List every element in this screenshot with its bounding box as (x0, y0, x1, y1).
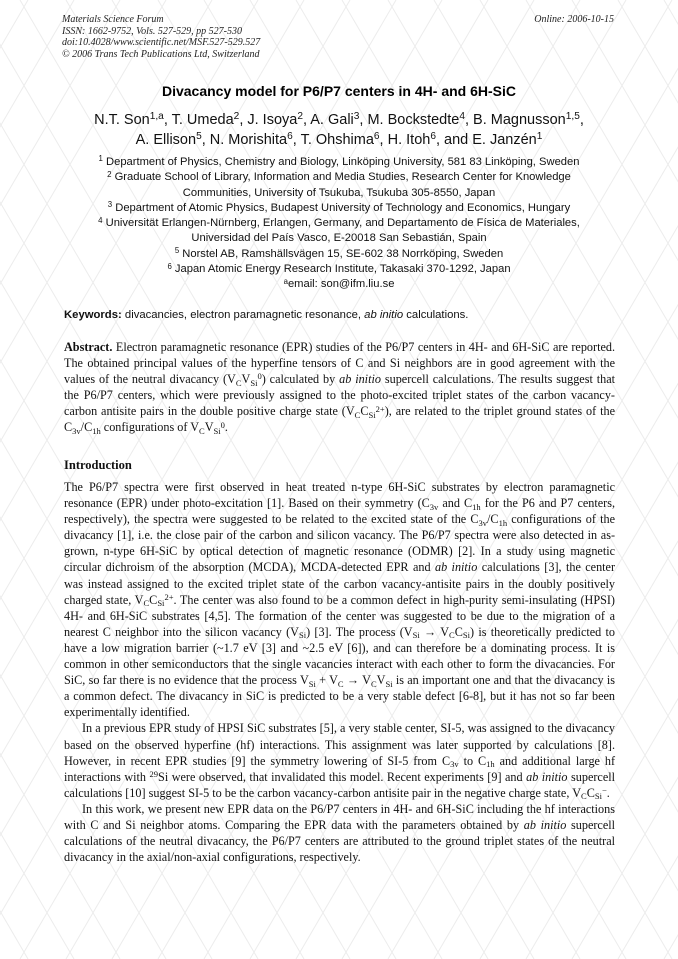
author-affiliation-mark: 2 (233, 111, 240, 123)
paper-title: Divacancy model for P6/P7 centers in 4H- and 6H-SiC (161, 83, 516, 99)
affiliation: Universidad del País Vasco, E-20018 San Sebastián, Spain (191, 232, 487, 245)
author-affiliation-mark: 6 (430, 131, 436, 143)
author-affiliation-mark: 1 (536, 131, 543, 143)
author-name: H. Itoh (387, 132, 431, 148)
author-affiliation-mark: 6 (373, 131, 380, 143)
author-name: A. Gali (310, 112, 354, 128)
author-affiliation-mark: 4 (459, 111, 465, 123)
author-name: N.T. Son (94, 112, 150, 128)
journal-issn: ISSN: 1662-9752, Vols. 527-529, pp 527-530 (62, 25, 242, 37)
author-affiliation-mark: 1,5 (565, 111, 580, 123)
section-heading-introduction: Introduction (64, 458, 132, 472)
abstract-label: Abstract. (64, 340, 113, 354)
abstract: Abstract. Electron paramagnetic resonance (EPR) studies of the P6/P7 centers in 4H- and 6H-SiC are reported. The obtained principal values of the hyperfine tensors of C and Si neighbors are in good agreement with the values of the neutral divacancy $(V_CV_{Si}^0)$ calculated by ab initio supercell calculations. The results suggest that the P6/P7 centers, which were previously assigned to the photo-excited triplet states of the carbon vacancy-carbon antisite pairs in the double positive charge state $(V_CC_{Si}^{2+})$, are related to the triplet ground states of the $C_{3v}/C_{1h}$ configurations of $V_CV_{Si}^0$. (64, 340, 616, 437)
journal-header (62, 14, 260, 60)
author-name: A. Ellison (135, 132, 197, 148)
keywords-italic: ab initio (364, 309, 404, 321)
keywords-label: Keywords: (64, 309, 122, 321)
paragraph: The P6/P7 spectra were first observed in heat treated n-type 6H-SiC substrates by electron paramagnetic resonance (EPR) under photo-excitation [1]. Based on their symmetry ($C_{3v}$ and $C_{1h}$ for the P6 and P7 centers, respectively), the spectra were suggested to be related to the excited state of the $C_{3v}/C_{1h}$ configurations of the divacancy [1], i.e. the close pair of the carbon and silicon vacancy. The P6/P7 spectra were also detected in as-grown, n-type 6H-SiC by optical detection of magnetic resonance (ODMR) [2]. In a study using magnetic circular dichroism of the absorption (MCDA), MCDA-detected EPR and ab initio calculations [3], the center was instead assigned to the excited triplet state of the carbon vacancy-antisite pairs in the doubly positively charged state, $V_CC_{Si}^{2+}$. The center was also found to be a common defect in high-purity semi-insulating (HPSI) 4H- and 6H-SiC substrates [4,5]. The formation of the center was suggested to be due to the migration of a nearest C neighbor into the silicon vacancy $(V_{Si})$ [3]. The process $(V_{Si} \to V_CC_{Si})$ is theoretically predicted to have a low migration barrier (~1.7 eV [3] and ~2.5 eV [6]), and can therefore be a dominating process. It is common in other semiconductors that the single vacancies interact with each other to form the divacancies. For SiC, so far there is no evidence that the process $V_{Si} + V_C \to V_CV_{Si}$ is an important one and that the divacancy is a common defect. The divacancy in SiC is predicted to be a very stable defect [6-8], but it has not so far been experimentally identified. (64, 480, 616, 720)
keywords-text: divacancies, electron paramagnetic resonance, (124, 309, 362, 321)
affiliation: $^1$ Department of Physics, Chemistry and Biology, Linköping University, 581 83 Linköping, Sweden (98, 154, 580, 168)
affiliation: $^4$ Universität Erlangen-Nürnberg, Erlangen, Germany, and Departamento de Física de Materiales, (98, 215, 580, 230)
author-name: N. Morishita (209, 132, 288, 148)
introduction-body (64, 479, 615, 865)
affiliation: $^a$email: son@ifm.liu.se (283, 276, 395, 291)
online-date: Online: 2006-10-15 (534, 14, 614, 25)
author-name: M. Bockstedte (367, 112, 460, 128)
author-affiliation-mark: 6 (287, 131, 293, 143)
author-name: E. Janzén (472, 132, 537, 148)
journal-copyright: © 2006 Trans Tech Publications Ltd, Switzerland (62, 48, 260, 60)
author-affiliation-mark: 3 (353, 111, 360, 123)
author-name: T. Ohshima (300, 132, 374, 148)
affiliation: $^2$ Graduate School of Library, Information and Media Studies, Research Center for Knowledge (107, 169, 571, 184)
author-affiliation-mark: 1,a (149, 111, 164, 123)
journal-doi: doi:10.4028/www.scientific.net/MSF.527-529.527 (62, 37, 261, 48)
affiliation: $^3$ Department of Atomic Physics, Budapest University of Technology and Economics, Hungary (107, 200, 571, 214)
author-name: T. Umeda (171, 112, 234, 128)
affiliation: $^5$ Norstel AB, Ramshällsvägen 15, SE-602 38 Norrköping, Sweden (174, 246, 504, 260)
journal-name: Materials Science Forum (62, 14, 164, 25)
paragraph: In a previous EPR study of HPSI SiC substrates [5], a very stable center, SI-5, was assigned to the divacancy based on the observed hyperfine (hf) interactions. This assignment was later supported by calculations [8]. However, in recent EPR studies [9] the symmetry lowering of SI-5 from $C_{3v}$ to $C_{1h}$ and additional large hf interactions with $^{29}$Si were observed, that invalidated this model. Recent experiments [9] and ab initio supercell calculations [10] suggest SI-5 to be the carbon vacancy-carbon antisite pair in the negative charge state, $V_CC_{Si}^-$. (64, 721, 616, 802)
author-affiliation-mark: 5 (196, 131, 202, 143)
affiliation-list (40, 155, 638, 293)
author-affiliation-mark: 2 (297, 111, 303, 123)
author-name: B. Magnusson (473, 112, 566, 128)
keywords (64, 309, 616, 321)
keywords-tail: calculations. (406, 309, 469, 321)
author-list: N.T. Son$^{1,a}$, T. Umeda$^2$, J. Isoya$^2$, A. Gali$^3$, M. Bockstedte$^4$, B. Magnusson$^{1,5}$, A. Ellison$^5$, N. Morishita$^6$, T. Ohshima$^6$, H. Itoh$^6$, and E. Janzén$^1$ (94, 111, 584, 148)
paragraph: In this work, we present new EPR data on the P6/P7 centers in 4H- and 6H-SiC including the hf interactions with C and Si neighbor atoms. Comparing the EPR data with the parameters obtained by ab initio supercell calculations of the neutral divacancy, the P6/P7 centers are attributed to the ground triplet states of the neutral divacancy in the axial/non-axial configurations, respectively. (64, 801, 616, 865)
affiliation: Communities, University of Tsukuba, Tsukuba 305-8550, Japan (182, 186, 496, 199)
author-name: J. Isoya (247, 112, 298, 128)
affiliation: $^6$ Japan Atomic Energy Research Institute, Takasaki 370-1292, Japan (167, 261, 511, 276)
